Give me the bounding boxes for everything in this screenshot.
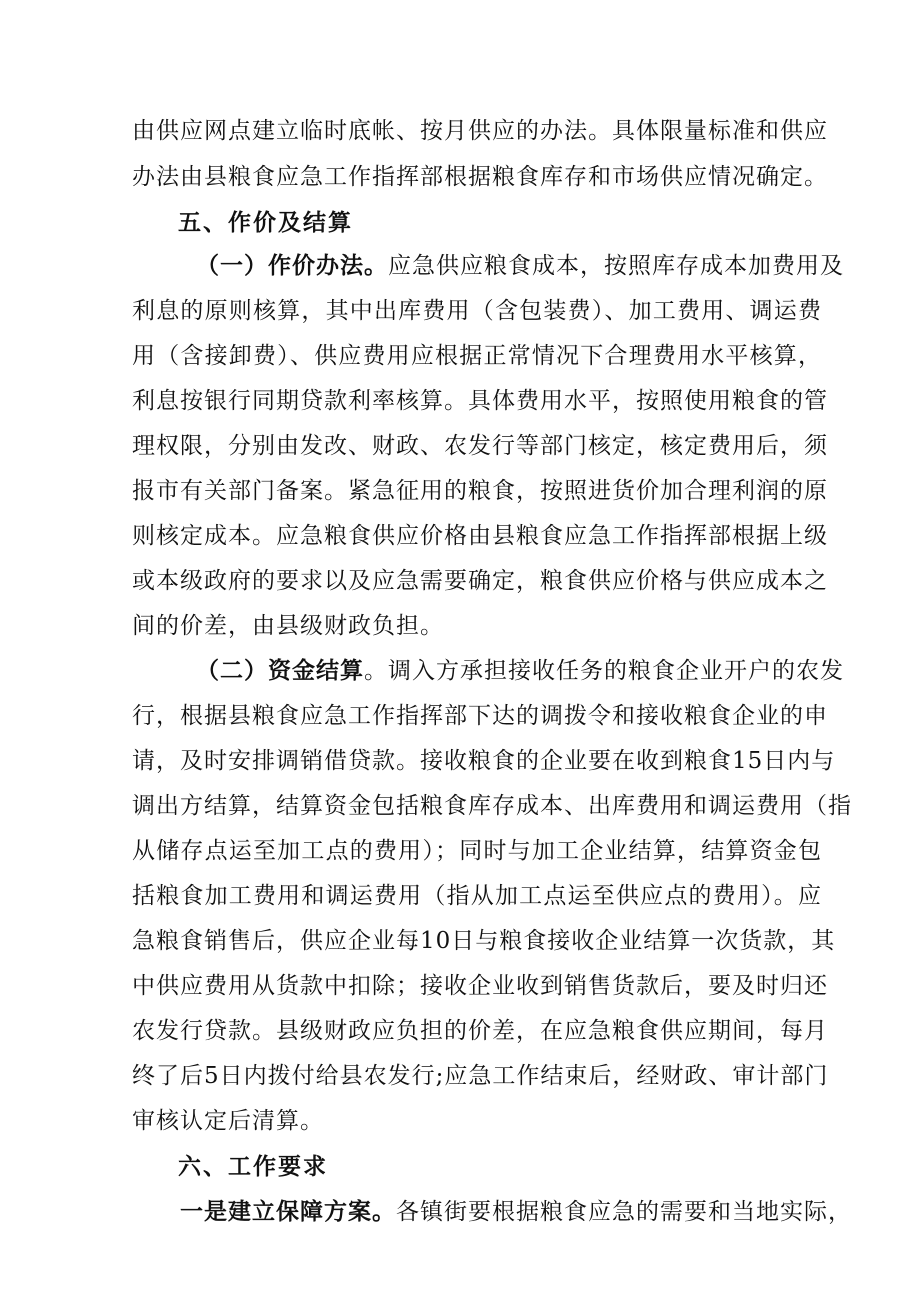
paragraph-line: 或本级政府的要求以及应急需要确定，粮食供应价格与供应成本之 bbox=[132, 568, 828, 594]
paragraph-line: 调出方结算，结算资金包括粮食库存成本、出库费用和调运费用（指 bbox=[132, 793, 852, 819]
paragraph-lead: （二）资金结算 bbox=[196, 657, 364, 684]
paragraph-lead: （一）作价办法。 bbox=[196, 252, 388, 279]
section-heading-6: 六、工作要求 bbox=[178, 1153, 328, 1180]
paragraph-line: 利息按银行同期贷款利率核算。具体费用水平，按照使用粮食的管 bbox=[132, 388, 828, 414]
paragraph-line: 则核定成本。应急粮食供应价格由县粮食应急工作指挥部根据上级 bbox=[132, 523, 828, 549]
paragraph-text: 各镇街要根据粮食应急的需要和当地实际， bbox=[396, 1199, 852, 1225]
paragraph-line: 由供应网点建立临时底帐、按月供应的办法。具体限量标准和供应 bbox=[132, 118, 828, 144]
paragraph-line: 理权限，分别由发改、财政、农发行等部门核定，核定费用后，须 bbox=[132, 433, 828, 459]
paragraph-lead: 一是建立保障方案。 bbox=[180, 1198, 396, 1225]
paragraph-line: 间的价差，由县级财政负担。 bbox=[132, 613, 444, 639]
paragraph-first-line bbox=[196, 251, 844, 281]
paragraph-line: 利息的原则核算，其中出库费用（含包装费）、加工费用、调运费 bbox=[132, 298, 822, 324]
paragraph-line: 中供应费用从货款中扣除；接收企业收到销售货款后，要及时归还 bbox=[132, 973, 828, 999]
paragraph-first-line bbox=[196, 656, 844, 686]
paragraph-line: 用（含接卸费）、供应费用应根据正常情况下合理费用水平核算， bbox=[132, 343, 822, 369]
paragraph-line: 请，及时安排调销借贷款。接收粮食的企业要在收到粮食15日内与 bbox=[132, 748, 836, 774]
paragraph-line: 急粮食销售后，供应企业每10日与粮食接收企业结算一次货款，其 bbox=[132, 928, 836, 954]
paragraph-line: 括粮食加工费用和调运费用（指从加工点运至供应点的费用）。应 bbox=[132, 883, 822, 909]
paragraph-line: 行，根据县粮食应急工作指挥部下达的调拨令和接收粮食企业的申 bbox=[132, 703, 828, 729]
paragraph-text: 。调入方承担接收任务的粮食企业开户的农发 bbox=[364, 658, 844, 684]
paragraph-line: 农发行贷款。县级财政应负担的价差，在应急粮食供应期间，每月 bbox=[132, 1018, 828, 1044]
paragraph-line: 报市有关部门备案。紧急征用的粮食，按照进货价加合理利润的原 bbox=[132, 478, 828, 504]
paragraph-text: 应急供应粮食成本，按照库存成本加费用及 bbox=[388, 253, 844, 279]
paragraph-line: 办法由县粮食应急工作指挥部根据粮食库存和市场供应情况确定。 bbox=[132, 164, 828, 190]
paragraph-first-line bbox=[180, 1197, 852, 1227]
paragraph-line: 审核认定后清算。 bbox=[132, 1108, 324, 1134]
paragraph-line: 终了后5日内拨付给县农发行;应急工作结束后，经财政、审计部门 bbox=[132, 1063, 829, 1089]
paragraph-line: 从储存点运至加工点的费用）；同时与加工企业结算，结算资金包 bbox=[132, 838, 822, 864]
section-heading-5: 五、作价及结算 bbox=[178, 209, 353, 236]
